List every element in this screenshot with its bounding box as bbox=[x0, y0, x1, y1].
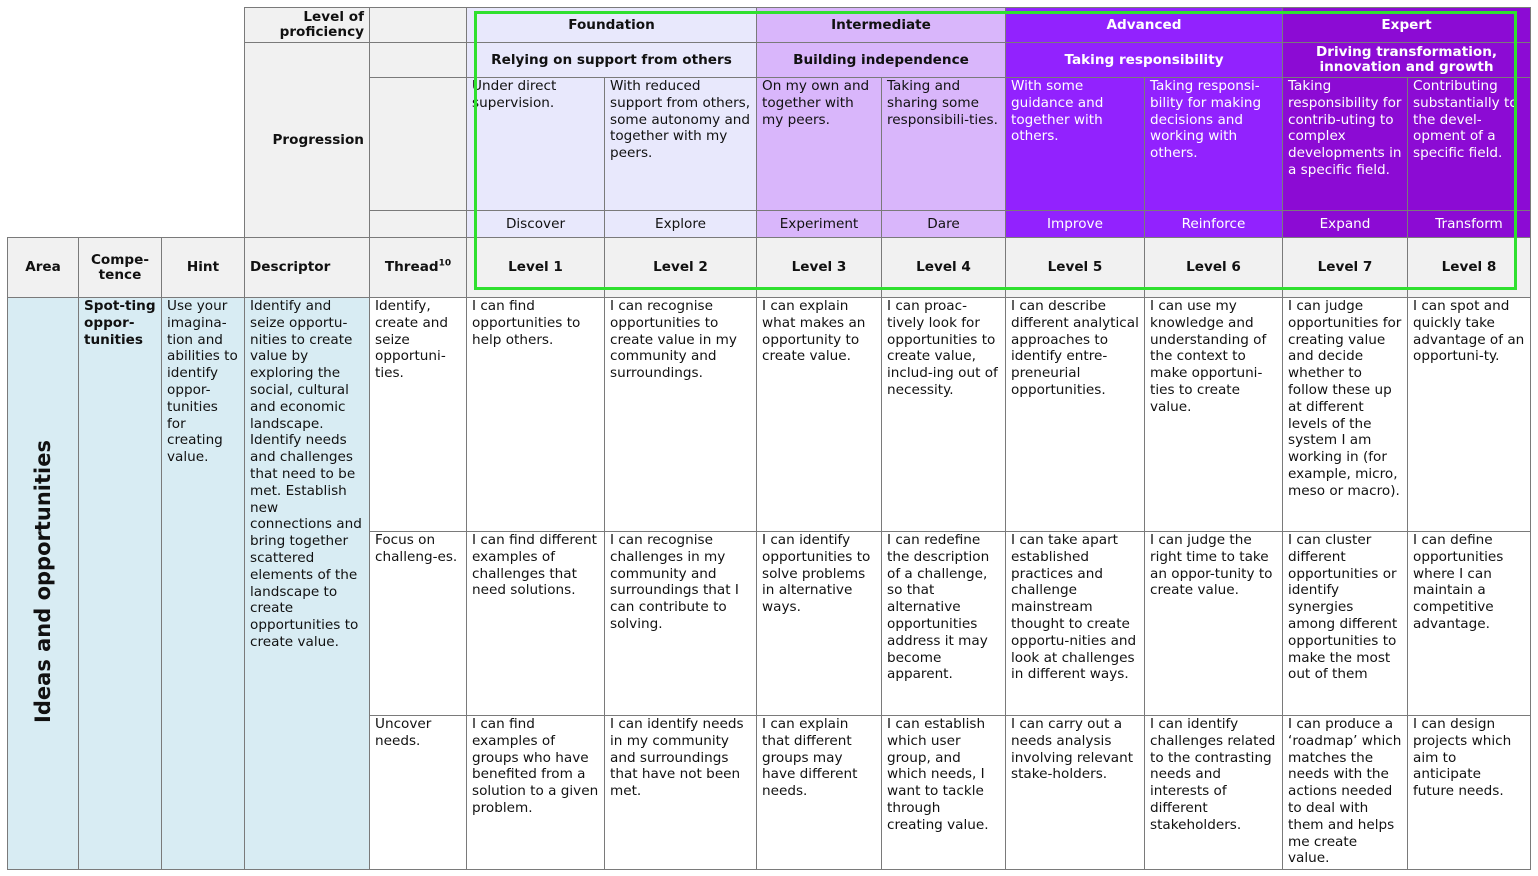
thread-cell: Identify, create and seize opportuni-ties. bbox=[370, 298, 467, 532]
empty-header-cell bbox=[370, 211, 467, 238]
thread-footnote-ref: 10 bbox=[438, 258, 452, 269]
thread-cell: Focus on challeng-es. bbox=[370, 532, 467, 716]
empty-header-cell bbox=[370, 78, 467, 211]
column-header-level-1: Level 1 bbox=[467, 238, 605, 298]
progression-level-6: Taking responsi-bility for making decisions and working with others. bbox=[1145, 78, 1283, 211]
column-header-descriptor: Descriptor bbox=[245, 238, 370, 298]
column-header-level-8: Level 8 bbox=[1408, 238, 1531, 298]
statement-cell: I can find opportunities to help others. bbox=[467, 298, 605, 532]
blank-corner bbox=[8, 211, 245, 238]
statement-cell: I can carry out a needs analysis involving relevant stake-holders. bbox=[1006, 716, 1145, 870]
band-intermediate: Intermediate bbox=[757, 8, 1006, 43]
verb-level-3: Experiment bbox=[757, 211, 882, 238]
statement-cell: I can judge opportunities for creating value and decide whether to follow these up at different levels of the system I am working in (for example, micro, meso or macro). bbox=[1283, 298, 1408, 532]
statement-cell: I can establish which user group, and which needs, I want to tackle through creating value. bbox=[882, 716, 1006, 870]
statement-cell: I can cluster different opportunities or identify synergies among different opportunities to make the most out of them bbox=[1283, 532, 1408, 716]
progression-label: Progression bbox=[245, 43, 370, 238]
column-header-level-6: Level 6 bbox=[1145, 238, 1283, 298]
area-title: Ideas and opportunities bbox=[30, 439, 55, 723]
verb-level-6: Reinforce bbox=[1145, 211, 1283, 238]
progression-level-8: Contributing substantially to the devel-opment of a specific field. bbox=[1408, 78, 1531, 211]
thread-label: Thread bbox=[384, 259, 439, 276]
empty-header-cell bbox=[370, 43, 467, 78]
descriptor-cell: Identify and seize opportu-nities to create value by exploring the social, cultural and economic landscape. Identify needs and challenges that need to be met. Establish new connections and bring together scattered elements of the landscape to create opportunities to create value. bbox=[245, 298, 370, 870]
statement-cell: I can produce a ‘roadmap’ which matches the needs with the actions needed to deal with them and helps me create value. bbox=[1283, 716, 1408, 870]
column-header-level-5: Level 5 bbox=[1006, 238, 1145, 298]
verb-level-5: Improve bbox=[1006, 211, 1145, 238]
statement-cell: I can describe different analytical approaches to identify entre-preneurial opportunities. bbox=[1006, 298, 1145, 532]
statement-cell: I can find different examples of challenges that need solutions. bbox=[467, 532, 605, 716]
band-advanced-subtitle: Taking responsibility bbox=[1006, 43, 1283, 78]
verb-level-7: Expand bbox=[1283, 211, 1408, 238]
progression-level-5: With some guidance and together with others. bbox=[1006, 78, 1145, 211]
band-advanced: Advanced bbox=[1006, 8, 1283, 43]
verb-level-4: Dare bbox=[882, 211, 1006, 238]
statement-cell: I can identify challenges related to the contrasting needs and interests of different stakeholders. bbox=[1145, 716, 1283, 870]
thread-cell: Uncover needs. bbox=[370, 716, 467, 870]
verb-level-1: Discover bbox=[467, 211, 605, 238]
column-header-level-7: Level 7 bbox=[1283, 238, 1408, 298]
level-of-proficiency-label: Level of proficiency bbox=[245, 8, 370, 43]
statement-cell: I can define opportunities where I can maintain a competitive advantage. bbox=[1408, 532, 1531, 716]
progression-level-2: With reduced support from others, some autonomy and together with my peers. bbox=[605, 78, 757, 211]
competence-cell: Spot-ting oppor-tunities bbox=[79, 298, 162, 870]
band-foundation-subtitle: Relying on support from others bbox=[467, 43, 757, 78]
column-header-area: Area bbox=[8, 238, 79, 298]
statement-cell: I can redefine the description of a challenge, so that alternative opportunities address it may become apparent. bbox=[882, 532, 1006, 716]
empty-header-cell bbox=[370, 8, 467, 43]
column-header-thread bbox=[370, 238, 467, 298]
area-cell bbox=[8, 298, 79, 870]
blank-corner bbox=[8, 78, 245, 211]
column-header-hint: Hint bbox=[162, 238, 245, 298]
hint-cell: Use your imagina-tion and abilities to identify oppor-tunities for creating value. bbox=[162, 298, 245, 870]
column-header-level-2: Level 2 bbox=[605, 238, 757, 298]
statement-cell: I can use my knowledge and understanding of the context to make opportuni-ties to create value. bbox=[1145, 298, 1283, 532]
band-expert-subtitle: Driving transformation, innovation and growth bbox=[1283, 43, 1531, 78]
statement-cell: I can explain what makes an opportunity to create value. bbox=[757, 298, 882, 532]
progression-level-1: Under direct supervision. bbox=[467, 78, 605, 211]
blank-corner bbox=[8, 8, 245, 43]
statement-cell: I can design projects which aim to anticipate future needs. bbox=[1408, 716, 1531, 870]
band-expert: Expert bbox=[1283, 8, 1531, 43]
column-header-level-3: Level 3 bbox=[757, 238, 882, 298]
column-header-competence: Compe-tence bbox=[79, 238, 162, 298]
statement-cell: I can recognise challenges in my community and surroundings that I can contribute to solving. bbox=[605, 532, 757, 716]
verb-level-2: Explore bbox=[605, 211, 757, 238]
statement-cell: I can recognise opportunities to create value in my community and surroundings. bbox=[605, 298, 757, 532]
progression-level-3: On my own and together with my peers. bbox=[757, 78, 882, 211]
blank-corner bbox=[8, 43, 245, 78]
statement-cell: I can identify opportunities to solve problems in alternative ways. bbox=[757, 532, 882, 716]
statement-cell: I can find examples of groups who have benefited from a solution to a given problem. bbox=[467, 716, 605, 870]
band-foundation: Foundation bbox=[467, 8, 757, 43]
statement-cell: I can take apart established practices and challenge mainstream thought to create opportu-nities and look at challenges in different ways. bbox=[1006, 532, 1145, 716]
column-header-level-4: Level 4 bbox=[882, 238, 1006, 298]
statement-cell: I can spot and quickly take advantage of an opportuni-ty. bbox=[1408, 298, 1531, 532]
statement-cell: I can judge the right time to take an oppor-tunity to create value. bbox=[1145, 532, 1283, 716]
progression-level-4: Taking and sharing some responsibili-ties. bbox=[882, 78, 1006, 211]
statement-cell: I can explain that different groups may have different needs. bbox=[757, 716, 882, 870]
progression-level-7: Taking responsibility for contrib-uting to complex developments in a specific field. bbox=[1283, 78, 1408, 211]
verb-level-8: Transform bbox=[1408, 211, 1531, 238]
band-intermediate-subtitle: Building independence bbox=[757, 43, 1006, 78]
statement-cell: I can identify needs in my community and surroundings that have not been met. bbox=[605, 716, 757, 870]
statement-cell: I can proac-tively look for opportunities to create value, includ-ing out of necessity. bbox=[882, 298, 1006, 532]
competence-progression-table bbox=[7, 7, 1531, 870]
